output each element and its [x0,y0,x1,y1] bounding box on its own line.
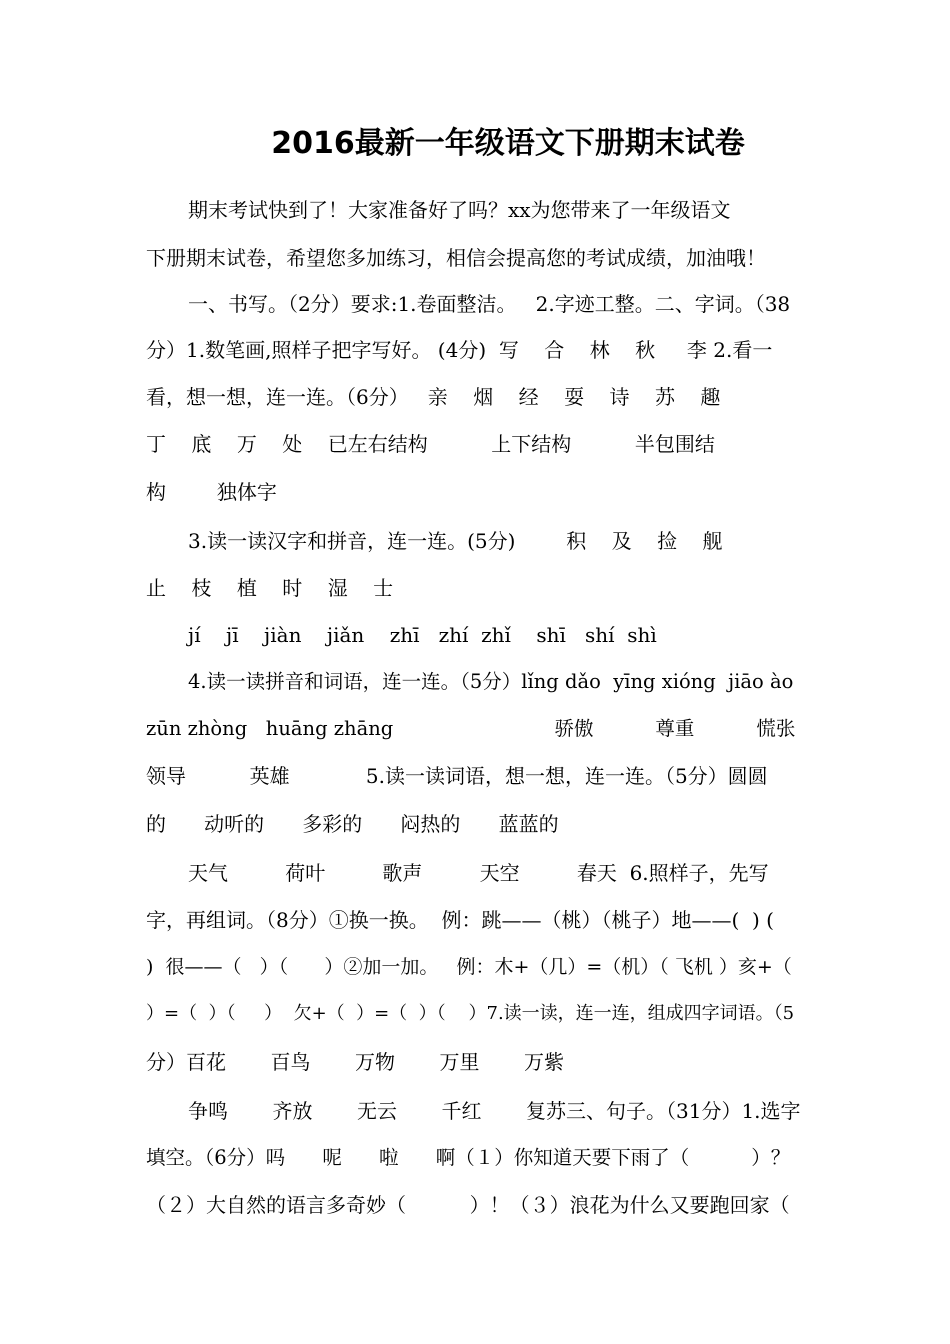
pinyin-line: jí jī jiàn jiǎn zhī zhí zhǐ shī shí shì [188,623,657,647]
paragraph-line: 下册期末试卷，希望您多加练习，相信会提高您的考试成绩，加油哦！ [146,246,766,270]
paragraph-line: 天气 荷叶 歌声 天空 春天 6.照样子，先写 [188,861,769,885]
paragraph-line: ）=（ ）（ ） 欠+（ ）=（ ）（ ）7.读一读，连一连，组成四字词语。（5 [146,1003,795,1024]
paragraph-line: 字，再组词。（8分）①换一换。 例：跳——（桃）（桃子）地——( ) ( [146,908,774,932]
paragraph-line: 构 独体字 [146,480,277,504]
document-title: 2016最新一年级语文下册期末试卷 [271,126,745,161]
paragraph-line: ) 很——（ ）（ ）②加一加。 例：木+（几）=（机）（ 飞机 ）亥+（ [146,956,792,978]
paragraph-line: 4.读一读拼音和词语，连一连。（5分）lǐng dǎo yīng xióng jiāo ào [188,670,794,693]
paragraph-line: zūn zhòng huāng zhāng 骄傲 尊重 慌张 [146,717,796,740]
paragraph-line: 止 枝 植 时 湿 士 [146,576,394,600]
paragraph-line: 一、书写。（2分）要求:1.卷面整洁。 2.字迹工整。二、字词。（38 [188,292,791,316]
paragraph-line: 分）1.数笔画,照样子把字写好。 (4分) 写 合 林 秋 李 2.看一 [146,338,773,362]
paragraph-line: 分）百花 百鸟 万物 万里 万紫 [146,1050,565,1074]
paragraph-line: 的 动听的 多彩的 闷热的 蓝蓝的 [146,812,559,836]
paragraph-line: 领导 英雄 5.读一读词语，想一想，连一连。（5分）圆圆 [146,764,768,788]
paragraph-line: 争鸣 齐放 无云 千红 复苏三、句子。（31分）1.选字 [188,1099,801,1123]
paragraph-line: 3.读一读汉字和拼音，连一连。(5分) 积 及 捡 舰 [188,529,723,553]
paragraph-line: （２）大自然的语言多奇妙（ ）！（３）浪花为什么又要跑回家（ [146,1193,790,1217]
paragraph-line: 期末考试快到了！大家准备好了吗？xx为您带来了一年级语文 [188,198,731,222]
paragraph-line: 看，想一想，连一连。（6分） 亲 烟 经 耍 诗 苏 趣 [146,385,721,409]
paragraph-line: 丁 底 万 处 已左右结构 上下结构 半包围结 [146,432,715,456]
paragraph-line: 填空。（6分）吗 呢 啦 啊（１）你知道天要下雨了（ ）？ [146,1146,791,1169]
